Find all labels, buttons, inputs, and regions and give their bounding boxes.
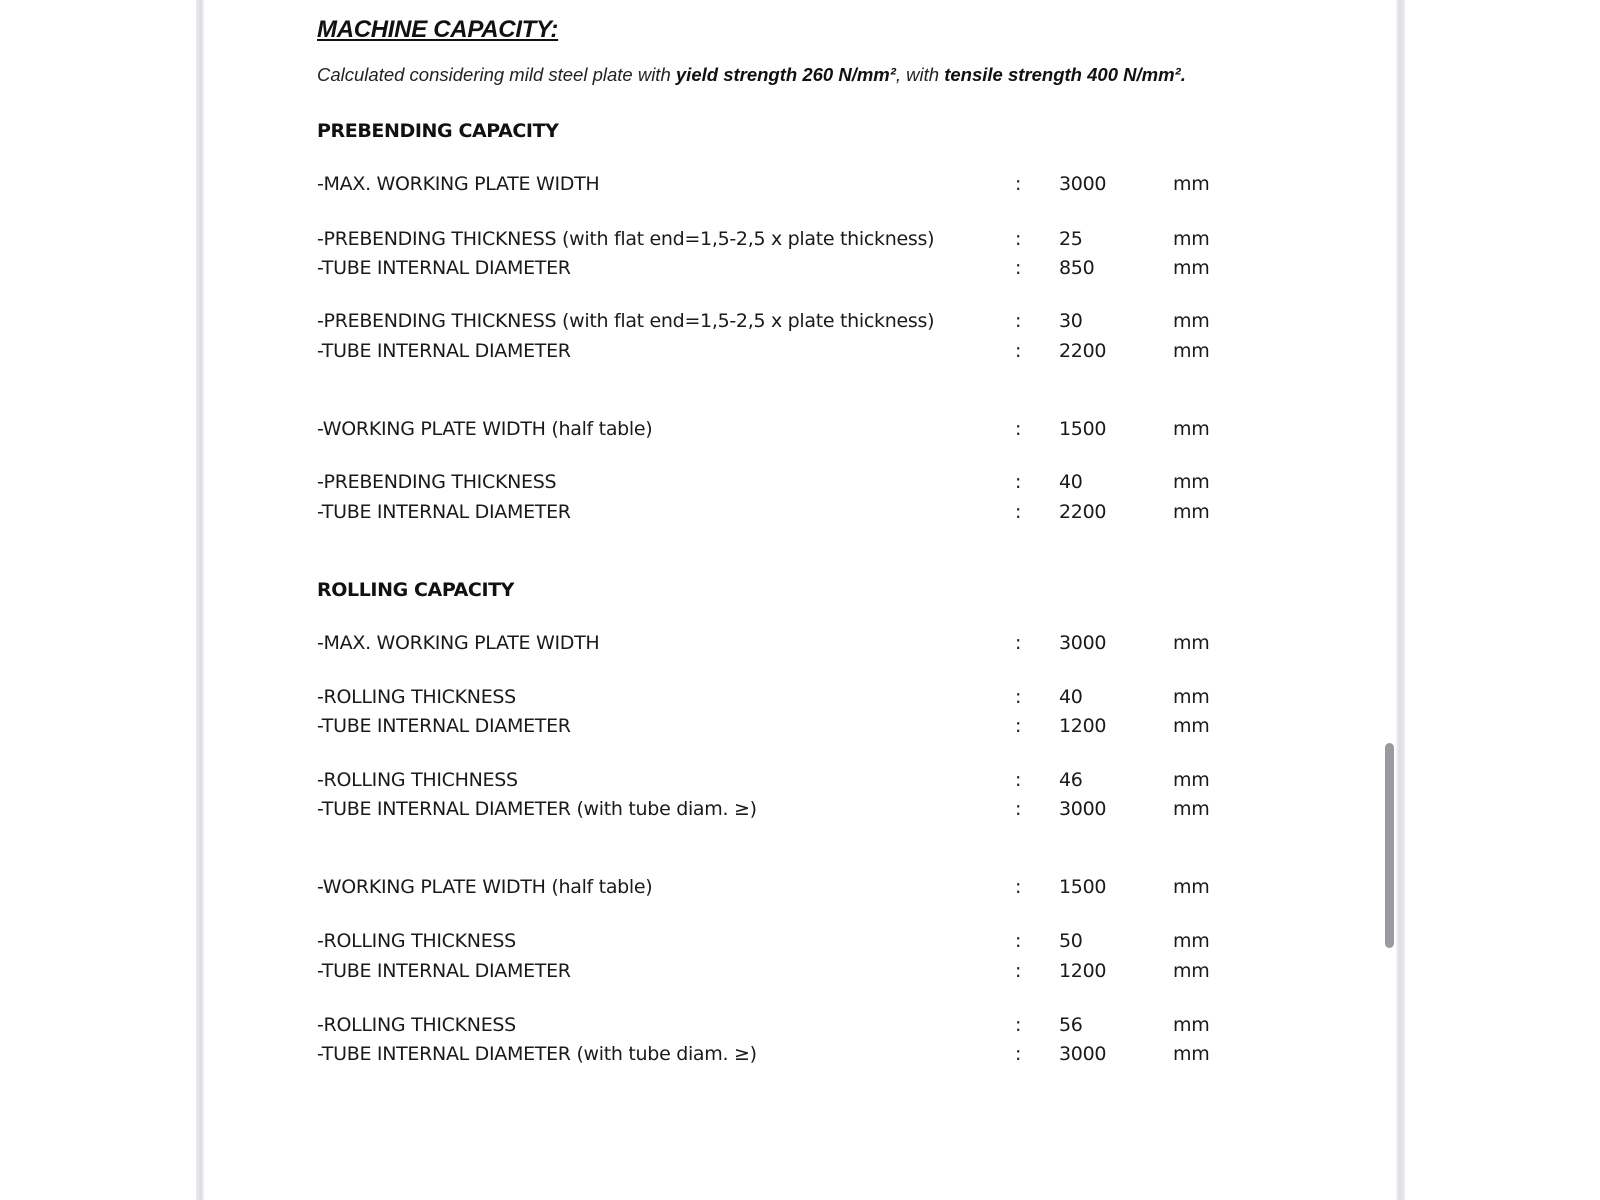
spec-label: -TUBE INTERNAL DIAMETER [317,715,571,737]
spec-unit: mm [1173,632,1210,654]
spec-unit: mm [1173,173,1210,195]
spec-colon: : [1015,173,1022,195]
spec-row [317,471,1317,499]
spec-label: -PREBENDING THICKNESS (with flat end=1,5-2,5 x plate thickness) [317,228,935,250]
spec-label: -WORKING PLATE WIDTH (half table) [317,876,653,898]
spec-colon: : [1015,310,1022,332]
tensile-strength-text: tensile strength 400 N/mm². [944,64,1186,85]
spec-row [317,632,1317,660]
spec-colon: : [1015,876,1022,898]
spec-unit: mm [1173,1014,1210,1036]
spec-label: -PREBENDING THICKNESS [317,471,557,493]
spec-unit: mm [1173,1043,1210,1065]
spec-unit: mm [1173,471,1210,493]
spec-colon: : [1015,340,1022,362]
spec-row [317,686,1317,714]
spec-colon: : [1015,1043,1022,1065]
spec-row [317,1043,1317,1071]
spec-colon: : [1015,930,1022,952]
spec-value: 40 [1059,686,1083,708]
spec-value: 2200 [1059,340,1107,362]
spec-value: 25 [1059,228,1083,250]
spec-colon: : [1015,798,1022,820]
spec-unit: mm [1173,960,1210,982]
spec-colon: : [1015,257,1022,279]
spec-row [317,501,1317,529]
vertical-scrollbar-thumb[interactable] [1385,743,1394,948]
spec-value: 3000 [1059,173,1107,195]
spec-colon: : [1015,632,1022,654]
spec-row [317,769,1317,797]
spec-row [317,340,1317,368]
spec-value: 1500 [1059,876,1107,898]
spec-colon: : [1015,686,1022,708]
spec-label: -ROLLING THICHNESS [317,769,518,791]
section-heading-rolling: ROLLING CAPACITY [317,579,515,601]
spec-row [317,798,1317,826]
spec-value: 2200 [1059,501,1107,523]
intro-text-part: , with [895,64,945,85]
spec-row [317,876,1317,904]
spec-value: 50 [1059,930,1083,952]
spec-unit: mm [1173,257,1210,279]
spec-colon: : [1015,501,1022,523]
spec-row [317,715,1317,743]
spec-colon: : [1015,769,1022,791]
spec-row [317,173,1317,201]
spec-value: 46 [1059,769,1083,791]
document-title: MACHINE CAPACITY: [317,16,559,43]
page-shadow-right [1396,0,1405,1200]
spec-value: 1500 [1059,418,1107,440]
spec-label: -TUBE INTERNAL DIAMETER [317,340,571,362]
document-page [204,0,1396,1200]
spec-colon: : [1015,228,1022,250]
spec-value: 850 [1059,257,1095,279]
spec-label: -ROLLING THICKNESS [317,686,516,708]
spec-row [317,960,1317,988]
spec-unit: mm [1173,769,1210,791]
spec-colon: : [1015,960,1022,982]
spec-label: -TUBE INTERNAL DIAMETER [317,960,571,982]
page-shadow-left [196,0,204,1200]
spec-unit: mm [1173,501,1210,523]
spec-value: 56 [1059,1014,1083,1036]
spec-row [317,310,1317,338]
spec-row [317,418,1317,446]
spec-colon: : [1015,471,1022,493]
spec-row [317,228,1317,256]
spec-label: -TUBE INTERNAL DIAMETER (with tube diam. ≥) [317,798,757,820]
spec-unit: mm [1173,310,1210,332]
spec-unit: mm [1173,228,1210,250]
spec-unit: mm [1173,930,1210,952]
intro-text-part: Calculated considering mild steel plate with [317,64,676,85]
spec-row [317,930,1317,958]
spec-value: 3000 [1059,1043,1107,1065]
intro-text [317,64,1186,86]
spec-label: -TUBE INTERNAL DIAMETER (with tube diam. ≥) [317,1043,757,1065]
spec-label: -WORKING PLATE WIDTH (half table) [317,418,653,440]
yield-strength-text: yield strength 260 N/mm² [675,64,896,85]
spec-colon: : [1015,715,1022,737]
spec-unit: mm [1173,340,1210,362]
spec-unit: mm [1173,715,1210,737]
spec-colon: : [1015,418,1022,440]
spec-value: 3000 [1059,798,1107,820]
spec-unit: mm [1173,686,1210,708]
spec-colon: : [1015,1014,1022,1036]
spec-value: 1200 [1059,960,1107,982]
spec-unit: mm [1173,418,1210,440]
spec-row [317,257,1317,285]
spec-label: -ROLLING THICKNESS [317,1014,516,1036]
spec-label: -TUBE INTERNAL DIAMETER [317,257,571,279]
spec-row [317,1014,1317,1042]
spec-value: 30 [1059,310,1083,332]
spec-value: 40 [1059,471,1083,493]
spec-unit: mm [1173,798,1210,820]
spec-label: -MAX. WORKING PLATE WIDTH [317,632,600,654]
spec-label: -MAX. WORKING PLATE WIDTH [317,173,600,195]
section-heading-prebending: PREBENDING CAPACITY [317,120,559,142]
spec-unit: mm [1173,876,1210,898]
spec-value: 1200 [1059,715,1107,737]
spec-label: -ROLLING THICKNESS [317,930,516,952]
spec-label: -TUBE INTERNAL DIAMETER [317,501,571,523]
spec-label: -PREBENDING THICKNESS (with flat end=1,5-2,5 x plate thickness) [317,310,935,332]
spec-value: 3000 [1059,632,1107,654]
